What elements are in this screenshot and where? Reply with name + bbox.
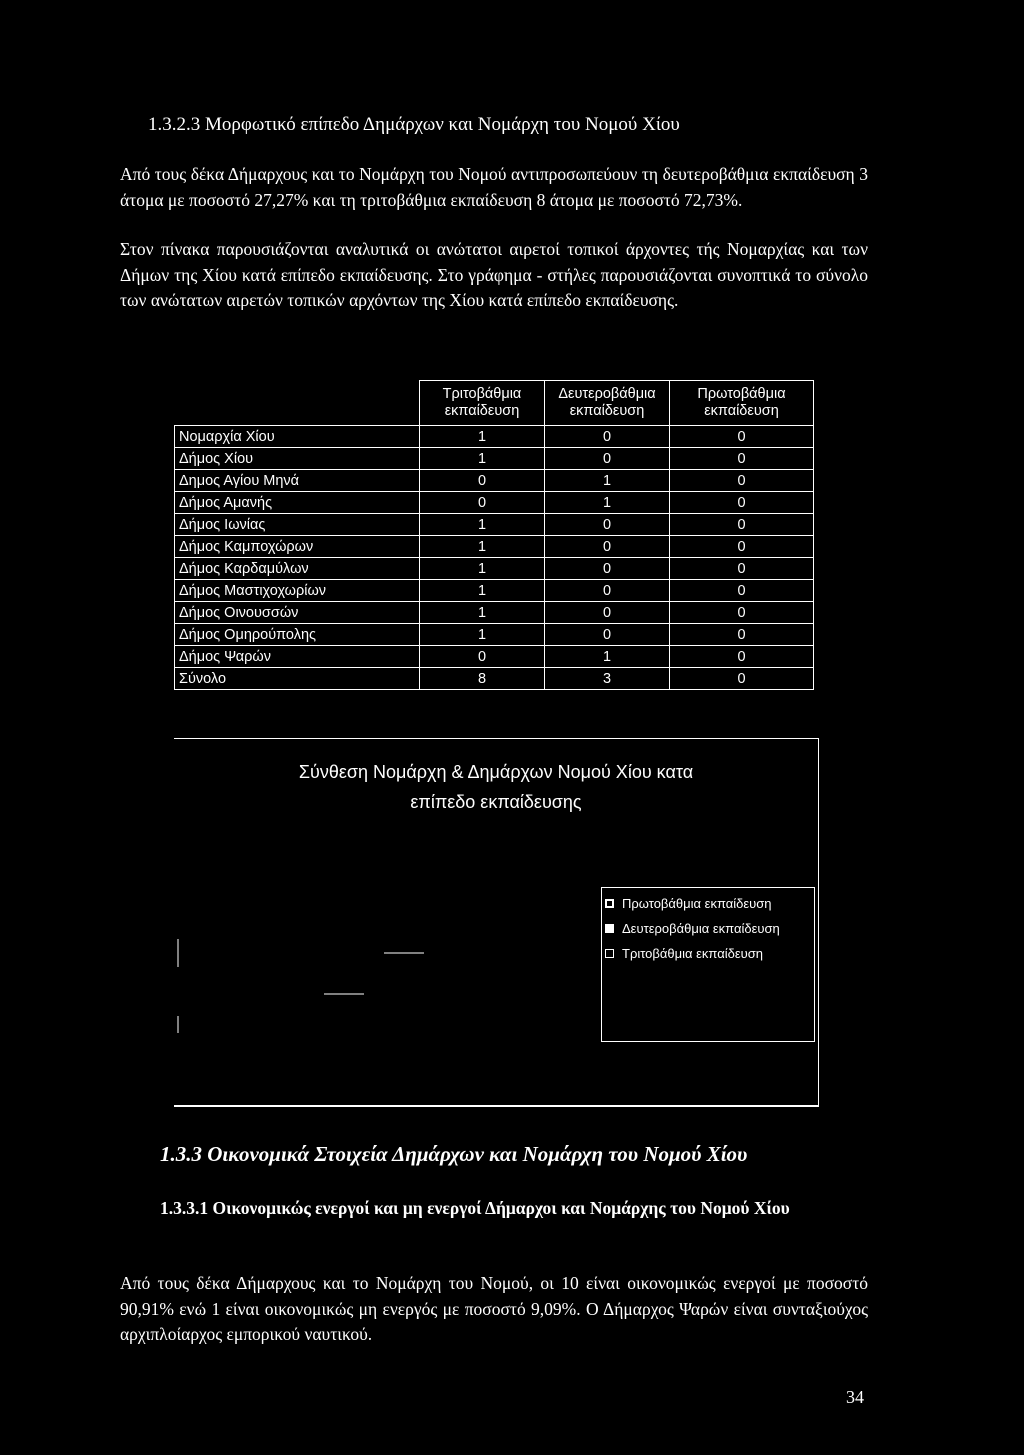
cell-primary: 0 (670, 426, 814, 448)
cell-tertiary: 0 (420, 492, 545, 514)
table-row (175, 536, 814, 558)
table-row (175, 558, 814, 580)
cell-primary: 0 (670, 602, 814, 624)
legend-swatch-primary (605, 899, 614, 908)
table-row (175, 426, 814, 448)
table-row (175, 624, 814, 646)
cell-secondary: 0 (545, 536, 670, 558)
cell-tertiary: 0 (420, 470, 545, 492)
table-description-paragraph: Στον πίνακα παρουσιάζονται αναλυτικά οι ανώτατοι αιρετοί τοπικοί άρχοντες τής Νομαρχίας και των Δήμων της Χίου κατά επίπεδο εκπαίδευσης. Στο γράφημα - στήλες παρουσιάζονται συνοπτικά το σύνολο των ανώτατων αιρετών τοπικών αρχόντων της Χίου κατά επίπεδο εκπαίδευσης. (120, 239, 868, 310)
cell-secondary: 1 (545, 646, 670, 668)
cell-primary: 0 (670, 646, 814, 668)
education-table (174, 380, 814, 690)
row-name: Δημος Αγίου Μηνά (175, 470, 420, 492)
cell-secondary: 1 (545, 492, 670, 514)
row-name: Δήμος Καμποχώρων (175, 536, 420, 558)
cell-tertiary: 1 (420, 536, 545, 558)
cell-secondary: 0 (545, 580, 670, 602)
section-heading: 1.3.2.3 Μορφωτικό επίπεδο Δημάρχων και Νομάρχη του Νομού Χίου (148, 114, 680, 135)
row-name: Νομαρχία Χίου (175, 426, 420, 448)
table-row (175, 492, 814, 514)
cell-primary: 0 (670, 668, 814, 690)
cell-secondary: 0 (545, 624, 670, 646)
legend-swatch-secondary (605, 924, 614, 933)
legend-label-primary: Πρωτοβάθμια εκπαίδευση (622, 896, 772, 911)
table-row (175, 448, 814, 470)
row-name: Δήμος Ιωνίας (175, 514, 420, 536)
row-name: Δήμος Μαστιχοχωρίων (175, 580, 420, 602)
cell-tertiary: 1 (420, 514, 545, 536)
cell-tertiary: 1 (420, 624, 545, 646)
cell-primary: 0 (670, 470, 814, 492)
cell-tertiary: 1 (420, 448, 545, 470)
cell-primary: 0 (670, 580, 814, 602)
page-number: 34 (846, 1387, 864, 1407)
legend-label-secondary: Δευτεροβάθμια εκπαίδευση (622, 921, 780, 936)
intro-paragraph: Από τους δέκα Δήμαρχους και το Νομάρχη του Νομού αντιπροσωπεύουν τη δευτεροβάθμια εκπαίδευση 3 άτομα με ποσοστό 27,27% και τη τριτοβάθμια εκπαίδευση 8 άτομα με ποσοστό 72,73%. (120, 164, 868, 210)
header-primary: Πρωτοβάθμια εκπαίδευση (670, 381, 814, 426)
subsection-heading: 1.3.3.1 Οικονομικώς ενεργοί και μη ενεργοί Δήμαρχοι και Νομάρχης του Νομού Χίου (160, 1198, 790, 1218)
row-name: Δήμος Οινουσσών (175, 602, 420, 624)
cell-secondary: 0 (545, 448, 670, 470)
table-row (175, 602, 814, 624)
cell-tertiary: 1 (420, 602, 545, 624)
legend-label-tertiary: Τριτοβάθμια εκπαίδευση (622, 946, 764, 961)
economic-paragraph: Από τους δέκα Δήμαρχους και το Νομάρχη του Νομού, οι 10 είναι οικονομικώς ενεργοί με ποσοστό 90,91% ενώ 1 είναι οικονομικώς μη ενεργός με ποσοστό 9,09%. Ο Δήμαρχος Ψαρών είναι συνταξιούχος αρχιπλοίαρχος εμπορικού ναυτικού. (120, 1273, 868, 1344)
cell-secondary: 0 (545, 514, 670, 536)
table-row (175, 580, 814, 602)
row-name: Δήμος Ψαρών (175, 646, 420, 668)
row-name: Σύνολο (175, 668, 420, 690)
header-tertiary: Τριτοβάθμια εκπαίδευση (420, 381, 545, 426)
legend-item-primary (605, 894, 814, 913)
chart-title-line1: Σύνθεση Νομάρχη & Δημάρχων Νομού Χίου κατα (298, 762, 694, 782)
cell-secondary: 0 (545, 426, 670, 448)
cell-primary: 0 (670, 514, 814, 536)
cell-primary: 0 (670, 492, 814, 514)
chart-title (174, 757, 818, 817)
chart-legend (601, 887, 815, 1042)
cell-tertiary: 1 (420, 580, 545, 602)
cell-primary: 0 (670, 624, 814, 646)
section-heading-economic: 1.3.3 Οικονομικά Στοιχεία Δημάρχων και Νομάρχη του Νομού Χίου (160, 1142, 748, 1166)
cell-secondary: 0 (545, 558, 670, 580)
cell-primary: 0 (670, 536, 814, 558)
table-row (175, 514, 814, 536)
cell-tertiary: 8 (420, 668, 545, 690)
row-name: Δήμος Αμανής (175, 492, 420, 514)
row-name: Δήμος Χίου (175, 448, 420, 470)
cell-secondary: 0 (545, 602, 670, 624)
cell-primary: 0 (670, 448, 814, 470)
chart-title-line2: επίπεδο εκπαίδευσης (410, 792, 582, 812)
cell-secondary: 3 (545, 668, 670, 690)
table-row (175, 470, 814, 492)
table-header-row (175, 381, 814, 426)
legend-item-secondary (605, 919, 814, 938)
row-name: Δήμος Καρδαμύλων (175, 558, 420, 580)
header-secondary: Δευτεροβάθμια εκπαίδευση (545, 381, 670, 426)
cell-tertiary: 1 (420, 558, 545, 580)
cell-tertiary: 0 (420, 646, 545, 668)
table-row (175, 668, 814, 690)
row-name: Δήμος Ομηρούπολης (175, 624, 420, 646)
chart-container (174, 738, 819, 1107)
table-row (175, 646, 814, 668)
cell-primary: 0 (670, 558, 814, 580)
header-empty (175, 381, 420, 426)
legend-swatch-tertiary (605, 949, 614, 958)
cell-tertiary: 1 (420, 426, 545, 448)
cell-secondary: 1 (545, 470, 670, 492)
legend-item-tertiary (605, 944, 814, 963)
